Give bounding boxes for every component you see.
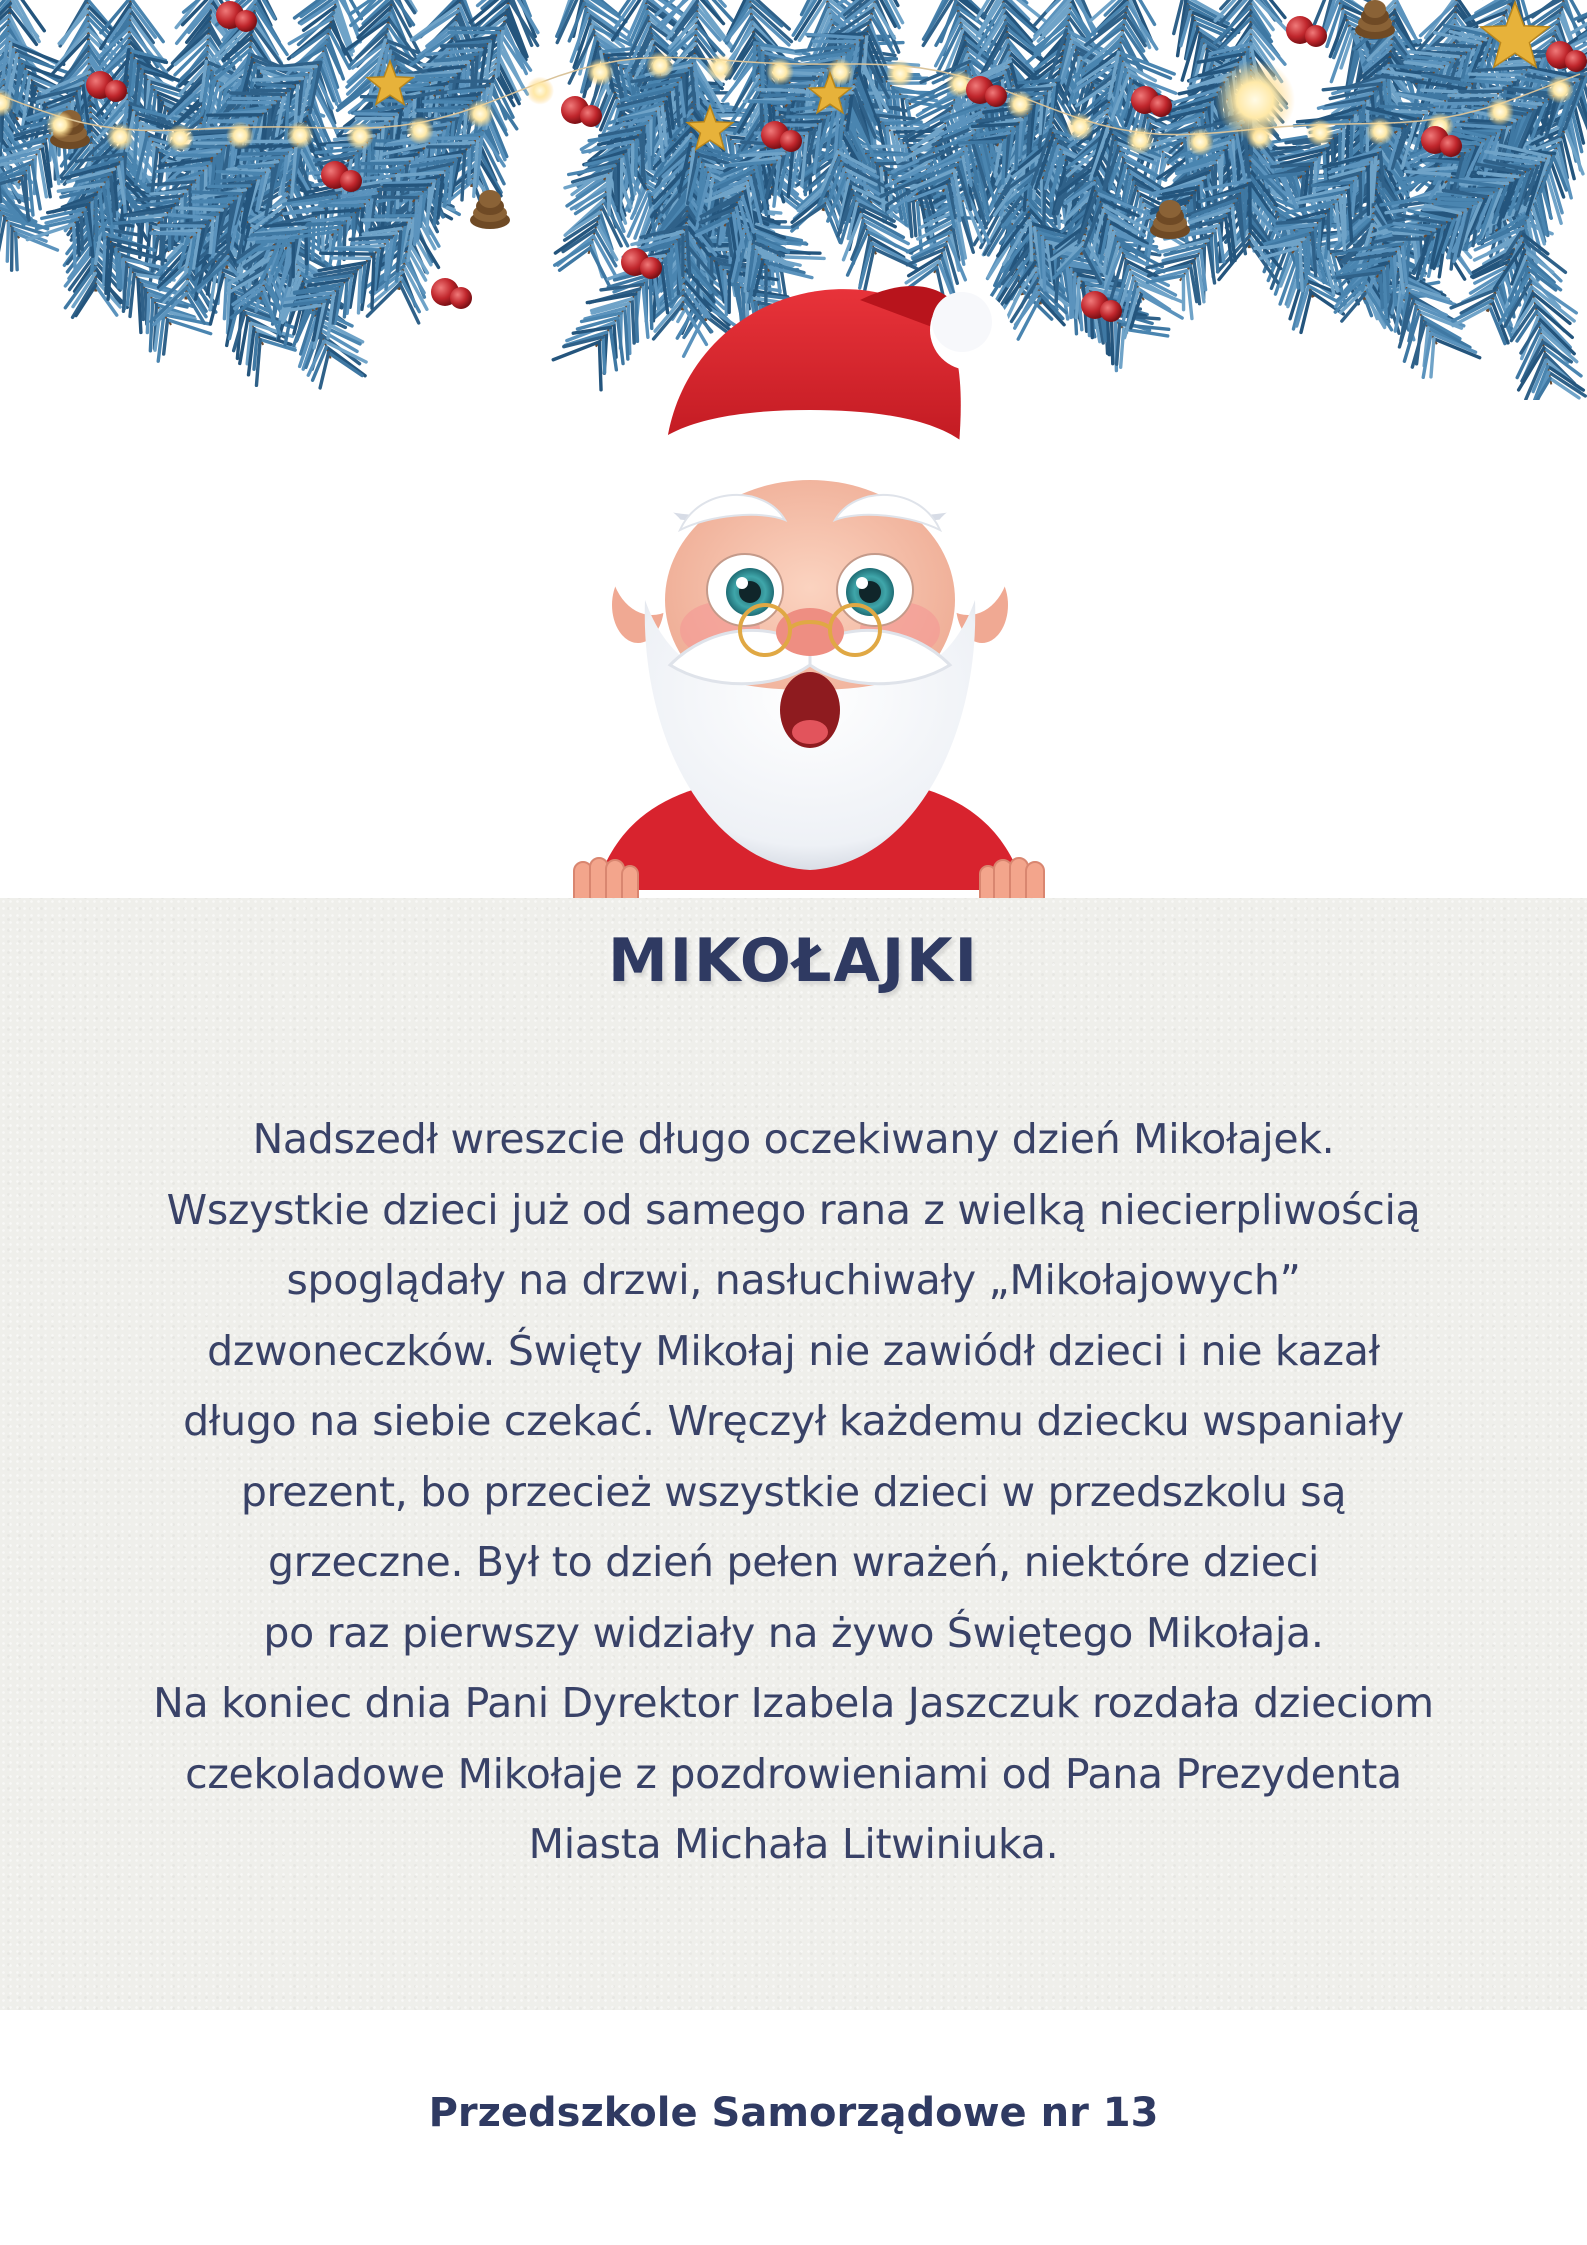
garland-needle [373,197,417,198]
garland-needle [217,172,264,174]
garland-needle [16,233,18,270]
garland-needle [741,154,784,156]
garland-needle [621,156,622,205]
garland-needle [417,75,456,77]
garland-needle [636,137,637,176]
garland-needle [147,294,149,332]
garland-needle [321,253,374,254]
garland-needle [913,198,916,235]
garland-needle [762,94,799,95]
garland-needle [192,192,240,194]
garland-needle [1000,89,1050,91]
garland-needle [362,163,408,164]
garland-needle [872,243,916,265]
garland-needle [151,233,195,234]
garland-needle [386,241,388,279]
garland-needle [213,121,252,123]
garland-needle [359,171,398,172]
garland-needle [615,166,617,205]
garland-needle [307,223,345,225]
garland-needle [647,123,649,169]
garland-needle [77,219,79,255]
garland-needle [352,241,388,243]
garland-needle [405,79,451,80]
garland-needle [74,224,75,268]
garland-needle [424,102,471,103]
garland-needle [350,237,392,239]
garland-needle [378,189,380,233]
garland-needle [498,33,499,75]
garland-needle [632,142,633,182]
garland-needle [224,280,226,319]
garland-needle [254,78,303,80]
garland-needle [209,186,250,187]
garland-needle [257,240,294,242]
garland-needle [355,114,397,115]
garland-needle [159,226,204,227]
garland-needle [376,216,415,217]
garland-needle [372,254,374,308]
garland-needle [441,45,485,46]
garland-needle [239,166,273,167]
garland-needle [358,267,360,313]
garland-needle [120,254,122,288]
garland-needle [1040,98,1042,134]
garland-needle [779,257,824,259]
garland-needle [650,118,651,155]
garland-needle [750,101,790,102]
garland-needle [1074,274,1075,308]
garland-needle [959,142,1001,143]
garland-needle [142,284,144,319]
garland-needle [607,175,609,215]
garland-needle [7,223,8,261]
garland-needle [176,208,222,210]
garland-needle [333,201,368,203]
garland-needle [859,146,905,147]
garland-needle [313,218,350,220]
garland-needle [384,185,430,186]
garland-needle [868,154,913,155]
garland-needle [333,249,378,250]
garland-needle [1028,111,1029,153]
garland-needle [1121,329,1124,367]
garland-needle [104,234,105,285]
garland-needle [231,93,284,95]
garland-needle [241,158,282,160]
garland-needle [1111,315,1112,363]
garland-needle [28,167,33,215]
garland-needle [96,194,97,240]
garland-needle [814,41,858,42]
garland-needle [1215,230,1218,271]
garland-needle [1030,223,1031,260]
garland-needle [415,198,417,245]
garland-needle [81,214,82,249]
garland-needle [1016,124,1017,169]
garland-needle [1003,137,1005,183]
